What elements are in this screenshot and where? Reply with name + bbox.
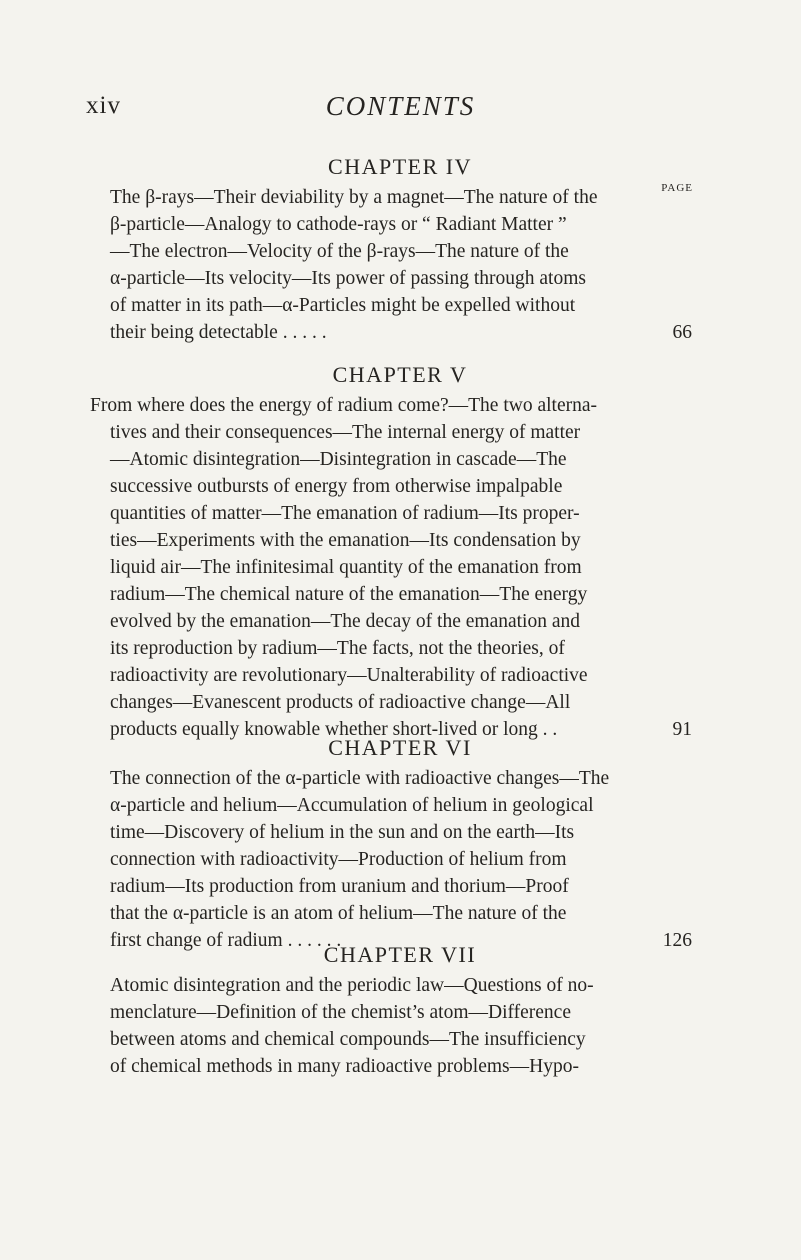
- summary-line: tives and their consequences—The internal energy of matter: [110, 422, 581, 443]
- summary-line: products equally knowable whether short-lived or long . .: [110, 719, 558, 740]
- chapter-summary: [110, 765, 690, 954]
- chapter-vi: [110, 731, 690, 954]
- summary-line: its reproduction by radium—The facts, not the theories, of: [110, 638, 565, 659]
- summary-line: radium—The chemical nature of the emanation—The energy: [110, 584, 588, 605]
- chapter-heading: CHAPTER IV: [328, 154, 472, 179]
- summary-line: α-particle—Its velocity—Its power of passing through atoms: [110, 268, 586, 289]
- summary-line: The β-rays—Their deviability by a magnet—The nature of the: [110, 187, 598, 208]
- chapter-heading: CHAPTER VI: [328, 735, 472, 760]
- summary-line: ties—Experiments with the emanation—Its condensation by: [110, 530, 581, 551]
- chapter-vii: [110, 938, 690, 1080]
- summary-line: The connection of the α-particle with radioactive changes—The: [110, 768, 610, 789]
- chapter-v: [90, 358, 692, 743]
- running-head: [0, 92, 801, 132]
- summary-line: quantities of matter—The emanation of radium—Its proper-: [110, 503, 580, 524]
- page-number: xiv: [86, 92, 121, 119]
- summary-line: between atoms and chemical compounds—The insufficiency: [110, 1029, 586, 1050]
- summary-line: α-particle and helium—Accumulation of helium in geological: [110, 795, 594, 816]
- page-reference: 91: [672, 719, 692, 740]
- summary-line: changes—Evanescent products of radioactive change—All: [110, 692, 571, 713]
- chapter-heading: CHAPTER VII: [323, 942, 477, 967]
- summary-line: Atomic disintegration and the periodic law—Questions of no-: [110, 975, 594, 996]
- summary-line: time—Discovery of helium in the sun and on the earth—Its: [110, 822, 575, 843]
- chapter-summary: [110, 972, 690, 1080]
- summary-line: first change of radium . . . . . .: [110, 930, 342, 951]
- page-column-label: PAGE: [661, 182, 693, 194]
- summary-line: connection with radioactivity—Production of helium from: [110, 849, 567, 870]
- summary-line: radioactivity are revolutionary—Unalterability of radioactive: [110, 665, 588, 686]
- summary-line: —The electron—Velocity of the β-rays—The nature of the: [110, 241, 569, 262]
- summary-line: that the α-particle is an atom of helium—The nature of the: [110, 903, 567, 924]
- summary-line: successive outbursts of energy from otherwise impalpable: [110, 476, 563, 497]
- chapter-heading: CHAPTER V: [332, 362, 468, 387]
- summary-line: liquid air—The infinitesimal quantity of the emanation from: [110, 557, 582, 578]
- chapter-iv: [110, 150, 693, 346]
- chapter-summary: [90, 392, 692, 743]
- chapter-summary: [110, 184, 690, 346]
- summary-line: β-particle—Analogy to cathode-rays or “ Radiant Matter ”: [110, 214, 567, 235]
- page-reference: 66: [672, 322, 692, 343]
- summary-line: From where does the energy of radium come?—The two alterna-: [90, 395, 597, 416]
- summary-line: of matter in its path—α-Particles might be expelled without: [110, 295, 576, 316]
- running-title: CONTENTS: [325, 91, 476, 121]
- summary-line: their being detectable . . . . .: [110, 322, 327, 343]
- summary-line: radium—Its production from uranium and thorium—Proof: [110, 876, 569, 897]
- summary-line: of chemical methods in many radioactive problems—Hypo-: [110, 1056, 579, 1077]
- summary-line: evolved by the emanation—The decay of the emanation and: [110, 611, 580, 632]
- summary-line: menclature—Definition of the chemist’s atom—Difference: [110, 1002, 571, 1023]
- summary-line: —Atomic disintegration—Disintegration in cascade—The: [110, 449, 567, 470]
- page-reference: 126: [662, 930, 692, 951]
